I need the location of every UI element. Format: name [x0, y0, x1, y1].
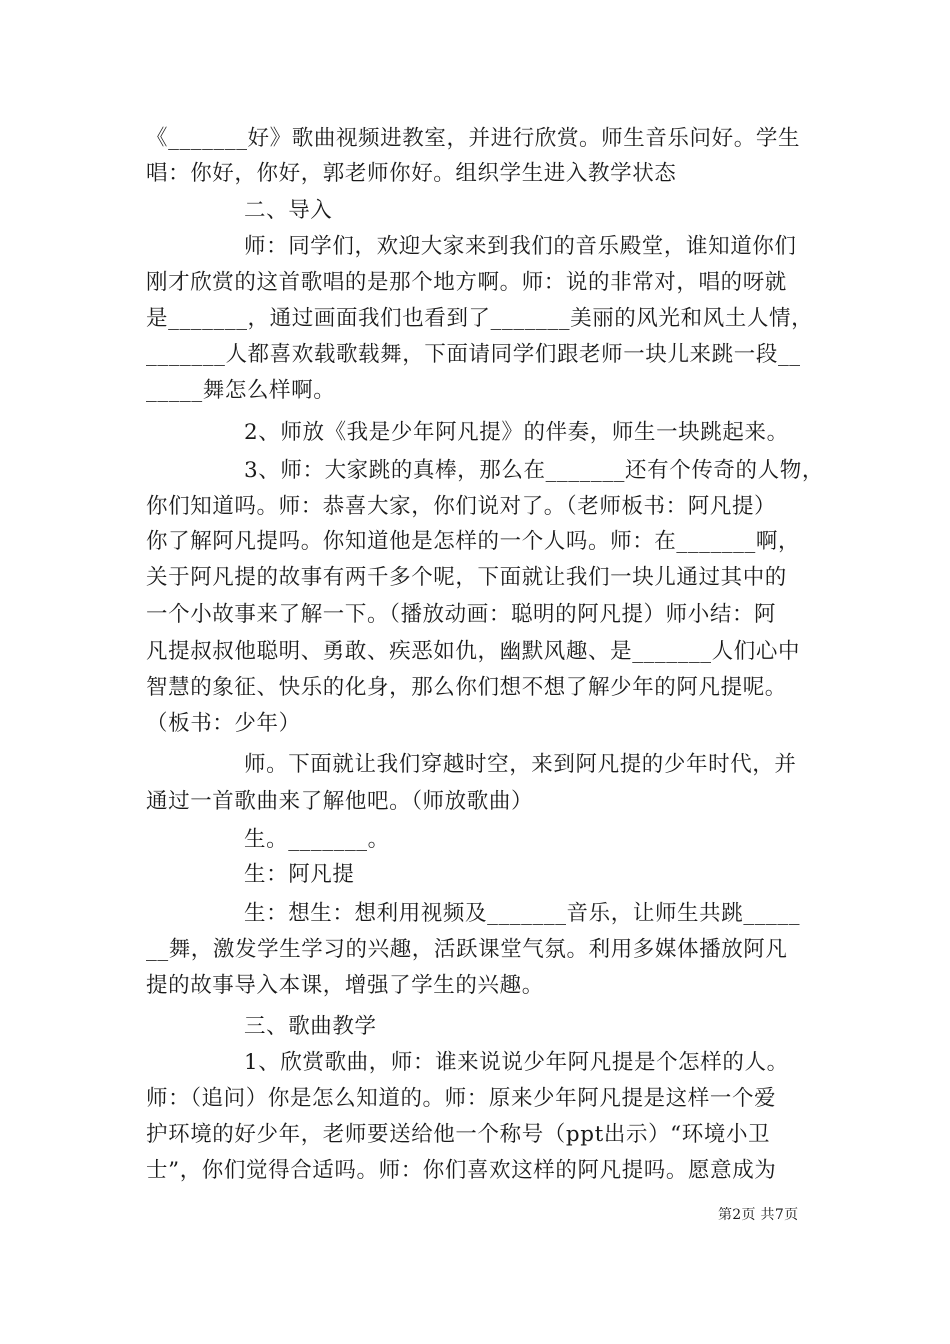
section-heading: 二、导入: [244, 198, 333, 223]
text-line: 生：想生：想利用视频及_______音乐，让师生共跳_____: [244, 901, 801, 926]
text-line: 唱：你好，你好，郭老师你好。组织学生进入教学状态: [146, 161, 677, 186]
text-line: 师：同学们，欢迎大家来到我们的音乐殿堂，谁知道你们: [244, 234, 797, 259]
text-line: 你了解阿凡提吗。你知道他是怎样的一个人吗。师：在_______啊，: [146, 529, 801, 554]
text-line: 生。_______。: [244, 827, 390, 852]
text-line: 1、欣赏歌曲，师：谁来说说少年阿凡提是个怎样的人。: [244, 1050, 789, 1075]
text-line: 师：（追问）你是怎么知道的。师：原来少年阿凡提是这样一个爱: [146, 1086, 777, 1111]
text-line: 一个小故事来了解一下。（播放动画：聪明的阿凡提）师小结：阿: [146, 602, 777, 627]
text-line: 智慧的象征、快乐的化身，那么你们想不想了解少年的阿凡提呢。: [146, 675, 787, 700]
text-line: 3、师：大家跳的真棒，那么在_______还有个传奇的人物，: [244, 458, 824, 483]
page-number: 第2页 共7页: [718, 1207, 799, 1223]
section-heading: 三、歌曲教学: [244, 1014, 377, 1039]
text-line: 士”，你们觉得合适吗。师：你们喜欢这样的阿凡提吗。愿意成为: [146, 1158, 777, 1183]
text-line: _______人都喜欢载歌载舞，下面请同学们跟老师一块儿来跳一段__: [146, 342, 801, 367]
text-line: 2、师放《我是少年阿凡提》的伴奏，师生一块跳起来。: [244, 420, 789, 445]
text-line: 生：阿凡提: [244, 862, 355, 887]
text-line: 是_______，通过画面我们也看到了_______美丽的风光和风土人情，: [146, 306, 814, 331]
text-line: _____舞怎么样啊。: [146, 378, 336, 403]
text-line: 《_______好》歌曲视频进教室，并进行欣赏。师生音乐问好。学生: [146, 126, 801, 151]
text-line: 护环境的好少年，老师要送给他一个称号（ppt出示）“环境小卫: [146, 1122, 771, 1147]
text-line: 关于阿凡提的故事有两千多个呢，下面就让我们一块儿通过其中的: [146, 565, 787, 590]
text-line: 师。下面就让我们穿越时空，来到阿凡提的少年时代，并: [244, 752, 797, 777]
text-line: 刚才欣赏的这首歌唱的是那个地方啊。师：说的非常对，唱的呀就: [146, 270, 787, 295]
text-line: 凡提叔叔他聪明、勇敢、疾恶如仇，幽默风趣、是_______人们心中: [146, 639, 801, 664]
text-line: __舞，激发学生学习的兴趣，活跃课堂气氛。利用多媒体播放阿凡: [146, 937, 788, 962]
text-line: 通过一首歌曲来了解他吧。（师放歌曲）: [146, 789, 534, 814]
text-line: （板书：少年）: [146, 711, 301, 736]
text-line: 你们知道吗。师：恭喜大家，你们说对了。（老师板书：阿凡提）: [146, 494, 777, 519]
text-line: 提的故事导入本课，增强了学生的兴趣。: [146, 973, 544, 998]
